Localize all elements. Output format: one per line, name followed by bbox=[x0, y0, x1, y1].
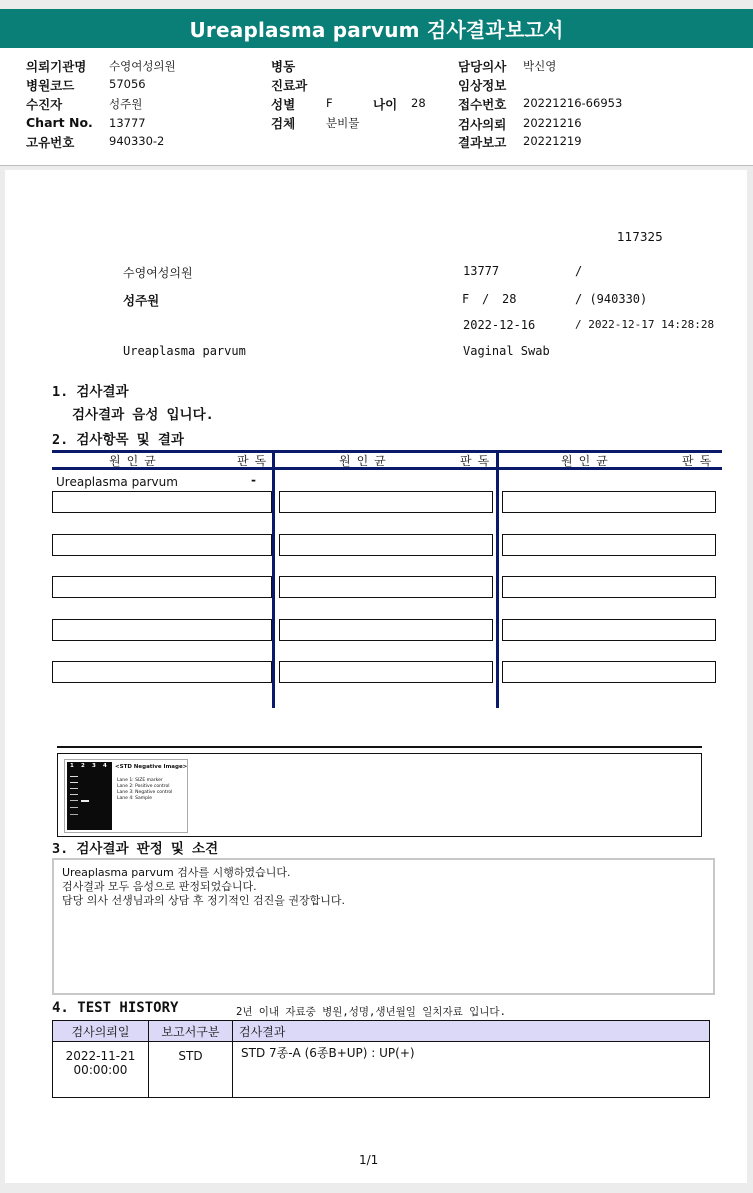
history-note: 2년 이내 자료중 병원,성명,생년월일 일치자료 입니다. bbox=[236, 1006, 506, 1018]
history-col-result: 검사결과 bbox=[233, 1021, 710, 1042]
specimen-label: 검체 bbox=[271, 116, 296, 131]
result-cell bbox=[279, 619, 493, 641]
gel-rule bbox=[57, 746, 702, 748]
sex-label: 성별 bbox=[271, 97, 296, 112]
opinion-line: 검사결과 모두 음성으로 판정되었습니다. bbox=[62, 880, 257, 893]
result-cell bbox=[279, 534, 493, 556]
sheet-age: 28 bbox=[502, 292, 517, 306]
result-cell bbox=[52, 534, 272, 556]
chart-label: Chart No. bbox=[26, 115, 93, 130]
unique-id-label: 고유번호 bbox=[26, 135, 75, 150]
result-cell bbox=[502, 619, 716, 641]
col-judge: 판독 bbox=[682, 454, 718, 468]
sex-value: F bbox=[326, 96, 333, 110]
opinion-box bbox=[52, 858, 715, 995]
result-cell bbox=[502, 661, 716, 683]
gel-image bbox=[64, 759, 188, 833]
report-date-label: 결과보고 bbox=[458, 135, 507, 150]
sheet-sex: F bbox=[462, 292, 470, 306]
result-cell bbox=[502, 491, 716, 513]
request-date-label: 검사의뢰 bbox=[458, 117, 507, 132]
chart-value: 13777 bbox=[109, 116, 146, 130]
sheet-patient: 성주원 bbox=[123, 293, 160, 308]
result-cell bbox=[502, 576, 716, 598]
request-date-value: 20221216 bbox=[523, 116, 582, 130]
history-time: 00:00:00 bbox=[73, 1063, 128, 1077]
doctor-value: 박신영 bbox=[523, 59, 557, 73]
history-date: 2022-11-21 bbox=[65, 1049, 136, 1063]
history-date-cell bbox=[53, 1042, 149, 1098]
sheet-date-collected: 2022-12-16 bbox=[463, 318, 536, 332]
hospital-code-value: 57056 bbox=[109, 77, 146, 91]
hospital-code-label: 병원코드 bbox=[26, 78, 75, 93]
section-1-result: 검사결과 음성 입니다. bbox=[72, 407, 214, 423]
patient-label: 수진자 bbox=[26, 97, 63, 112]
section-4-title: 4. TEST HISTORY bbox=[52, 1000, 179, 1016]
reception-value: 20221216-66953 bbox=[523, 96, 623, 110]
opinion-line: 담당 의사 선생님과의 상담 후 정기적인 검진을 권장합니다. bbox=[62, 894, 345, 907]
doctor-label: 담당의사 bbox=[458, 59, 507, 74]
gel-image-panel bbox=[57, 753, 702, 837]
col-judge: 판독 bbox=[237, 454, 273, 468]
gel-legend-item: Lane 4: Sample bbox=[117, 796, 152, 801]
gel-lane-label: 1 bbox=[70, 763, 74, 769]
section-3-title: 3. 검사결과 판정 및 소견 bbox=[52, 841, 219, 857]
col-organism: 원인균 bbox=[339, 454, 392, 468]
result-cell bbox=[279, 576, 493, 598]
reception-label: 접수번호 bbox=[458, 97, 507, 112]
table-divider bbox=[272, 450, 275, 708]
gel-legend-item: Lane 2: Positive control bbox=[117, 784, 170, 789]
result-cell bbox=[502, 534, 716, 556]
sheet-birth: / (940330) bbox=[575, 292, 648, 306]
history-type: STD bbox=[149, 1042, 233, 1098]
history-col-date: 검사의뢰일 bbox=[53, 1021, 149, 1042]
age-label: 나이 bbox=[373, 97, 398, 112]
institution-label: 의뢰기관명 bbox=[26, 59, 87, 74]
unique-id-value: 940330-2 bbox=[109, 134, 165, 148]
history-table bbox=[52, 1020, 710, 1098]
gel-caption-title: <STD Negative Image> bbox=[115, 764, 188, 770]
gel-legend-item: Lane 3: Negative control bbox=[117, 790, 173, 795]
col-judge: 판독 bbox=[460, 454, 496, 468]
institution-value: 수영여성의원 bbox=[109, 59, 176, 73]
opinion-line: Ureaplasma parvum 검사를 시행하였습니다. bbox=[62, 866, 291, 879]
result-cell bbox=[52, 491, 272, 513]
section-1-title: 1. 검사결과 bbox=[52, 384, 129, 400]
age-value: 28 bbox=[411, 96, 426, 110]
result-cell bbox=[279, 661, 493, 683]
history-result: STD 7종-A (6종B+UP) : UP(+) bbox=[233, 1042, 710, 1098]
col-organism: 원인균 bbox=[109, 454, 162, 468]
sheet-slash: / bbox=[482, 292, 490, 306]
gel-photo bbox=[67, 762, 112, 830]
sheet-institution: 수영여성의원 bbox=[123, 266, 193, 280]
sheet-test-name: Ureaplasma parvum bbox=[123, 344, 246, 358]
clinical-info-label: 임상정보 bbox=[458, 78, 507, 93]
sheet-specimen-type: Vaginal Swab bbox=[463, 344, 550, 358]
gel-lane-label: 3 bbox=[92, 763, 96, 769]
sheet-date-received: / 2022-12-17 14:28:28 bbox=[575, 318, 715, 331]
result-cell bbox=[52, 576, 272, 598]
dept-label: 진료과 bbox=[271, 78, 308, 93]
section-2-title: 2. 검사항목 및 결과 bbox=[52, 432, 184, 448]
table-divider bbox=[496, 450, 499, 708]
patient-value: 성주원 bbox=[109, 97, 143, 111]
organism-result: - bbox=[251, 473, 256, 487]
report-date-value: 20221219 bbox=[523, 134, 582, 148]
sheet-slash: / bbox=[575, 264, 583, 278]
report-title: Ureaplasma parvum 검사결과보고서 bbox=[0, 9, 753, 48]
report-number: 117325 bbox=[617, 230, 663, 244]
col-organism: 원인균 bbox=[561, 454, 614, 468]
report-header bbox=[0, 48, 753, 166]
specimen-value: 분비물 bbox=[326, 116, 360, 130]
sheet-chart: 13777 bbox=[463, 264, 500, 278]
history-col-type: 보고서구분 bbox=[149, 1021, 233, 1042]
table-row bbox=[53, 1042, 710, 1098]
page-number: 1/1 bbox=[359, 1153, 379, 1167]
result-cell bbox=[52, 619, 272, 641]
gel-lane-label: 2 bbox=[81, 763, 85, 769]
history-header-row bbox=[53, 1021, 710, 1042]
gel-legend-item: Lane 1: SIZE marker bbox=[117, 778, 163, 783]
gel-lane-label: 4 bbox=[103, 763, 107, 769]
result-cell bbox=[52, 661, 272, 683]
organism-name: Ureaplasma parvum bbox=[56, 475, 178, 489]
result-cell bbox=[279, 491, 493, 513]
ward-label: 병동 bbox=[271, 59, 296, 74]
